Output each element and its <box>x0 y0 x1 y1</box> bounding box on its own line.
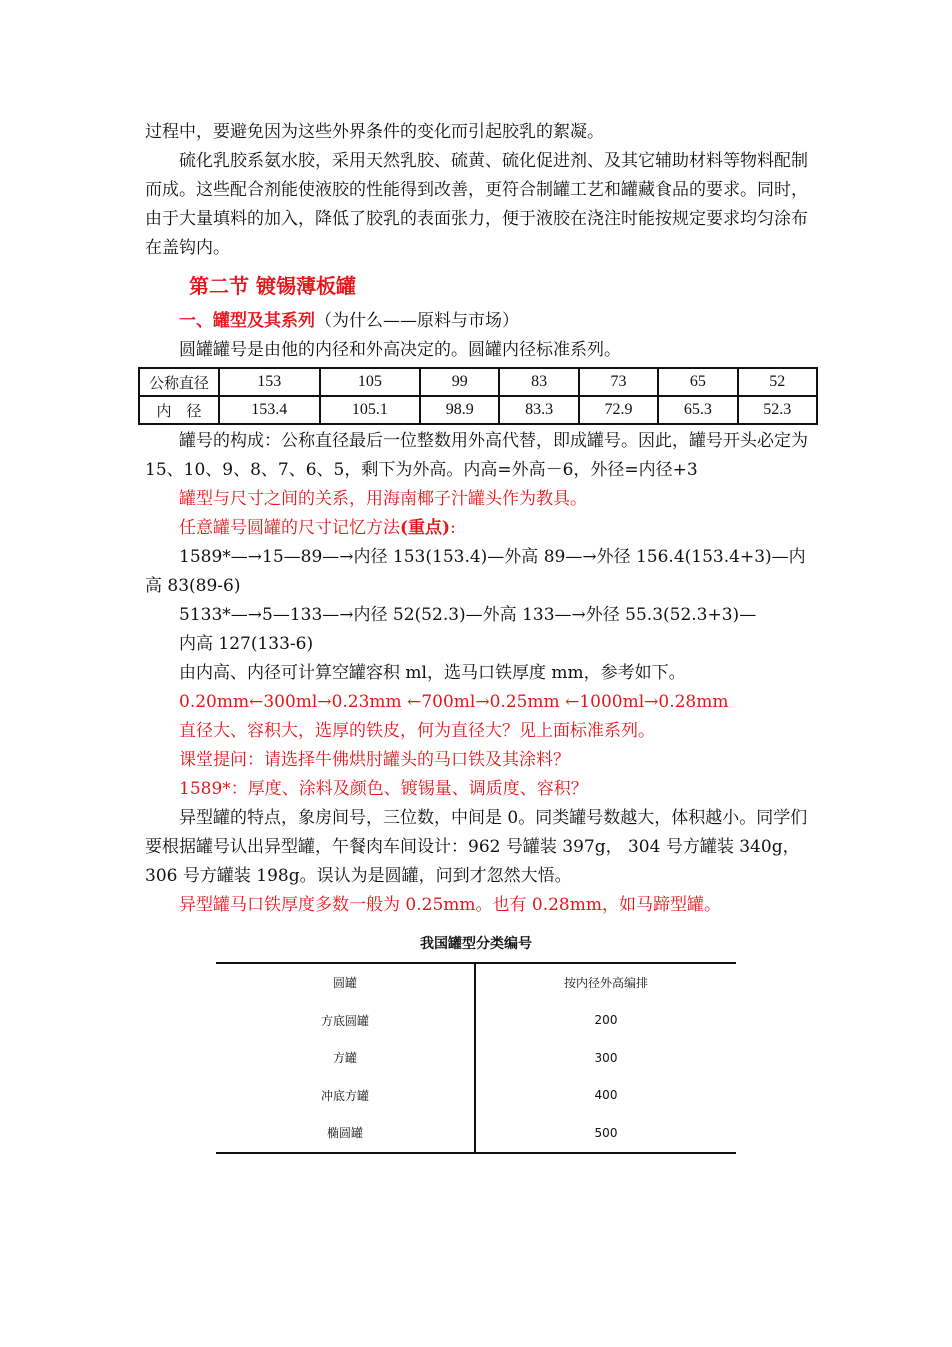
table-cell: 105 <box>320 368 421 396</box>
table-cell: 52 <box>738 368 817 396</box>
note-1589-properties: 1589*：厚度、涂料及颜色、镀锡量、调质度、容积？ <box>179 779 588 799</box>
table-cell: 65.3 <box>658 396 737 424</box>
subsection-head: 一、罐型及其系列 <box>179 311 315 331</box>
table-row-inner <box>139 396 817 424</box>
note-teaching-aid: 罐型与尺寸之间的关系，用海南椰子汁罐头作为教具。 <box>179 489 587 509</box>
table-cell-code: 按内径外高编排 <box>475 963 736 1002</box>
paragraph-latex-glue: 硫化乳胶系氨水胶，采用天然乳胶、硫黄、硫化促进剂、及其它辅助材料等物料配制而成。这些配合剂能使液胶的性能得到改善，更符合制罐工艺和罐藏食品的要求。同时，由于大量填料的加入，降低了胶乳的表面张力，便于液胶在浇注时能按规定要求均匀涂布在盖钩内。 <box>145 151 808 258</box>
table-cell-code: 300 <box>594 1050 618 1065</box>
table-cell: 153 <box>219 368 320 396</box>
example-5133-line2: 内高 127(133-6) <box>179 634 314 654</box>
table-row <box>216 1077 736 1115</box>
table-row <box>216 1002 736 1040</box>
intro-line: 圆罐罐号是由他的内径和外高决定的。圆罐内径标准系列。 <box>179 340 621 360</box>
memory-method-text: 任意罐号圆罐的尺寸记忆方法 <box>179 518 400 538</box>
key-point-label: (重点) <box>400 518 451 538</box>
example-1589: 1589*—→15—89—→内径 153(153.4)—外高 89—→外径 156.4(153.4+3)—内高 83(89-6) <box>145 547 806 596</box>
table-cell: 105.1 <box>320 396 421 424</box>
example-5133-line1: 5133*—→5—133—→内径 52(52.3)—外高 133—→外径 55.3(52.3+3)— <box>179 605 757 625</box>
note-classroom-question: 课堂提问：请选择牛佛烘肘罐头的马口铁及其涂料？ <box>179 750 570 770</box>
table-cell-code: 400 <box>594 1088 618 1103</box>
table-cell-code: 500 <box>475 1114 736 1153</box>
paragraph-composition: 罐号的构成：公称直径最后一位整数用外高代替，即成罐号。因此，罐号开头必定为 15、10、9、8、7、6、5，剩下为外高。内高=外高－6，外径=内径+3 <box>145 431 808 480</box>
page-content <box>145 118 813 1154</box>
table-cell: 72.9 <box>579 396 658 424</box>
section-title: 第二节 镀锡薄板罐 <box>189 274 356 298</box>
note-special-thickness: 异型罐马口铁厚度多数一般为 0.25mm。也有 0.28mm，如马蹄型罐。 <box>179 895 721 915</box>
subsection-title <box>145 307 813 336</box>
table-row <box>216 1039 736 1077</box>
table-row <box>216 1114 736 1153</box>
table-cell-type: 冲底方罐 <box>216 1077 475 1115</box>
table-row <box>216 963 736 1002</box>
table-cell-label: 公称直径 <box>139 368 219 396</box>
subsection-note: （为什么——原料与市场） <box>315 311 519 331</box>
table-cell-code: 200 <box>594 1013 618 1028</box>
table-cell-label: 内 径 <box>139 396 219 424</box>
memory-method-colon: : <box>450 518 456 538</box>
table-cell: 98.9 <box>420 396 499 424</box>
table-cell-type: 椭圆罐 <box>216 1114 475 1153</box>
paragraph-continuation: 过程中，要避免因为这些外界条件的变化而引起胶乳的絮凝。 <box>145 122 604 142</box>
diameter-table <box>138 367 818 425</box>
table-cell: 83 <box>499 368 578 396</box>
table-cell: 99 <box>420 368 499 396</box>
table-cell-type: 圆罐 <box>216 963 475 1002</box>
table-cell: 73 <box>579 368 658 396</box>
note-memory-method <box>145 514 813 543</box>
table-cell: 153.4 <box>219 396 320 424</box>
note-diameter: 直径大、容积大，选厚的铁皮，何为直径大？见上面标准系列。 <box>179 721 655 741</box>
class-table-title: 我国罐型分类编号 <box>420 936 532 952</box>
volume-line: 由内高、内径可计算空罐容积 ml，选马口铁厚度 mm，参考如下。 <box>179 663 686 683</box>
thickness-line: 0.20mm←300ml→0.23mm ←700ml→0.25mm ←1000ml→0.28mm <box>179 692 729 712</box>
can-type-table <box>216 962 736 1154</box>
table-cell: 83.3 <box>499 396 578 424</box>
table-row-nominal <box>139 368 817 396</box>
table-cell: 65 <box>658 368 737 396</box>
paragraph-special-cans: 异型罐的特点，象房间号，三位数，中间是 0。同类罐号数越大，体积越小。同学们要根据罐号认出异型罐，午餐肉车间设计：962 号罐装 397g， 304 号方罐装 340g，306 号方罐装 198g。误认为是圆罐，问到才忽然大悟。 <box>145 808 808 886</box>
table-cell-type: 方罐 <box>216 1039 475 1077</box>
table-cell-type: 方底圆罐 <box>216 1002 475 1040</box>
table-cell: 52.3 <box>738 396 817 424</box>
